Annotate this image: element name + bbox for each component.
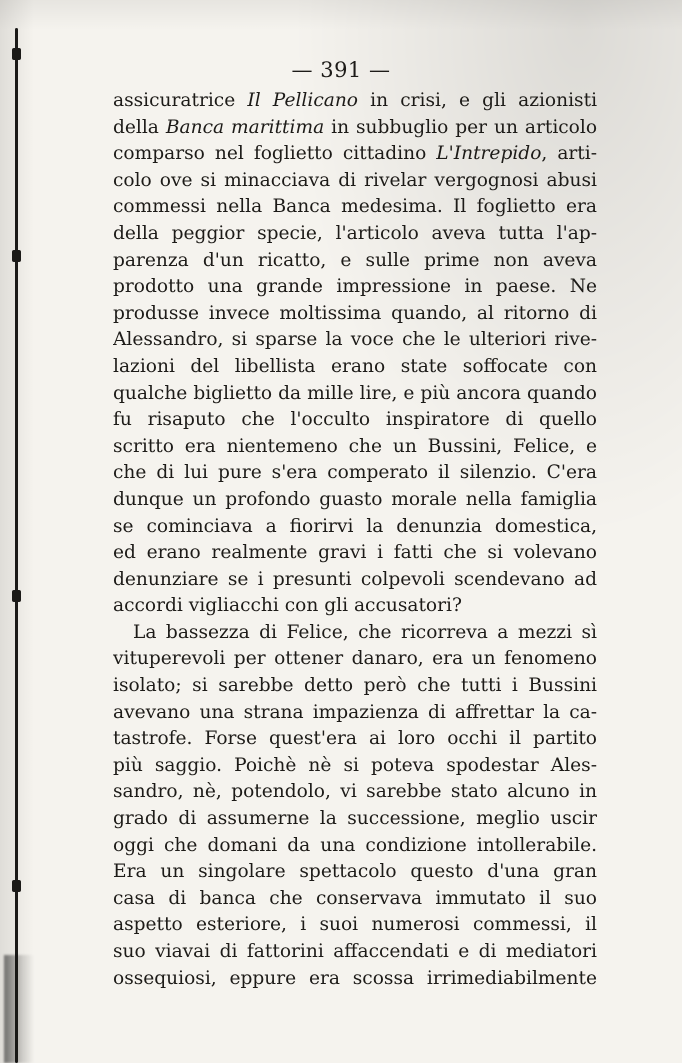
text-segment: se cominciava a fiorirvi la denunzia domestica, — [113, 515, 597, 537]
text-line — [113, 753, 597, 780]
text-segment: oggi che domani da una condizione intollerabile. — [113, 834, 597, 856]
text-line — [113, 833, 597, 860]
text-line — [113, 381, 597, 408]
text-segment: più saggio. Poichè nè si poteva spodestar Ales- — [113, 754, 597, 776]
text-segment: denunziare se i presunti colpevoli scendevano ad — [113, 568, 597, 590]
text-segment: commessi nella Banca medesima. Il foglietto era — [113, 196, 597, 218]
italic-title: L'Intrepido — [436, 143, 542, 165]
text-segment: Era un singolare spettacolo questo d'una gran — [113, 861, 597, 883]
text-line — [113, 434, 597, 461]
text-line — [113, 646, 597, 673]
binding-line — [15, 28, 18, 1063]
italic-title: Banca marittima — [165, 116, 325, 138]
text-line — [113, 806, 597, 833]
text-segment: produsse invece moltissima quando, al ritorno di — [113, 302, 597, 324]
text-line — [113, 939, 597, 966]
text-segment: tastrofe. Forse quest'era ai loro occhi il partito — [113, 728, 597, 750]
text-line — [113, 673, 597, 700]
text-line — [113, 859, 597, 886]
text-segment: colo ove si minacciava di rivelar vergognosi abusi — [113, 169, 597, 191]
text-line — [113, 141, 597, 168]
text-line — [113, 966, 597, 993]
text-line — [113, 301, 597, 328]
text-segment: La bassezza di Felice, che ricorreva a mezzi sì — [133, 621, 597, 643]
text-segment: ed erano realmente gravi i fatti che si volevano — [113, 542, 597, 564]
text-line — [113, 194, 597, 221]
page-binding-edge — [0, 0, 34, 1063]
binding-mark — [12, 590, 21, 602]
text-segment: grado di assumerne la successione, meglio uscir — [113, 808, 597, 830]
text-line — [113, 886, 597, 913]
text-line — [113, 407, 597, 434]
binding-mark — [12, 250, 21, 262]
text-line — [113, 327, 597, 354]
text-segment: accordi vigliacchi con gli accusatori? — [113, 595, 462, 617]
text-segment: della — [113, 116, 166, 138]
text-line — [113, 274, 597, 301]
text-segment: scritto era nientemeno che un Bussini, Felice, e — [113, 435, 597, 457]
text-line — [113, 567, 597, 594]
text-segment: in subbuglio per un articolo — [324, 116, 597, 138]
text-line — [113, 248, 597, 275]
text-segment: , arti- — [541, 143, 597, 165]
text-segment: parenza d'un ricatto, e sulle prime non aveva — [113, 249, 597, 271]
text-segment: qualche biglietto da mille lire, e più ancora quando — [113, 382, 597, 404]
text-segment: che di lui pure s'era comperato il silenzio. C'era — [113, 462, 597, 484]
text-segment: comparso nel foglietto cittadino — [113, 143, 437, 165]
text-line — [113, 593, 597, 620]
binding-shadow — [4, 955, 34, 1063]
text-line — [113, 487, 597, 514]
text-segment: assicuratrice — [113, 90, 248, 111]
text-segment: vituperevoli per ottener danaro, era un fenomeno — [113, 648, 597, 670]
text-line — [113, 221, 597, 248]
text-line — [113, 912, 597, 939]
text-segment: avevano una strana impazienza di affrettar la ca- — [113, 701, 597, 723]
text-line — [113, 779, 597, 806]
text-line — [113, 460, 597, 487]
italic-title: Il Pellicano — [247, 90, 358, 111]
text-line — [113, 354, 597, 381]
binding-mark — [12, 880, 21, 892]
text-line — [113, 620, 597, 647]
text-line — [113, 88, 597, 115]
page-number: — 391 — — [291, 58, 391, 82]
text-segment: sandro, nè, potendolo, vi sarebbe stato alcuno in — [113, 781, 597, 803]
text-line — [113, 700, 597, 727]
body-text — [113, 88, 597, 992]
text-segment: in crisi, e gli azionisti — [358, 90, 597, 111]
text-segment: prodotto una grande impressione in paese. Ne — [113, 276, 597, 298]
text-segment: suo viavai di fattorini affaccendati e di mediatori — [113, 941, 597, 962]
text-segment: della peggior specie, l'articolo aveva tutta l'ap- — [113, 222, 597, 244]
text-segment: aspetto esteriore, i suoi numerosi commessi, il — [113, 914, 597, 936]
text-line — [113, 115, 597, 142]
text-segment: dunque un profondo guasto morale nella famiglia — [113, 488, 597, 510]
text-segment: lazioni del libellista erano state soffocate con — [113, 355, 597, 377]
text-line — [113, 168, 597, 195]
text-line — [113, 540, 597, 567]
text-segment: isolato; si sarebbe detto però che tutti i Bussini — [113, 675, 597, 697]
text-line — [113, 726, 597, 753]
text-segment: Alessandro, si sparse la voce che le ulteriori rive- — [113, 329, 597, 351]
text-line — [113, 514, 597, 541]
text-segment: casa di banca che conservava immutato il suo — [113, 887, 597, 909]
text-segment: ossequiosi, eppure era scossa irrimediabilmente — [113, 967, 597, 989]
text-segment: fu risaputo che l'occulto inspiratore di quello — [113, 409, 597, 431]
